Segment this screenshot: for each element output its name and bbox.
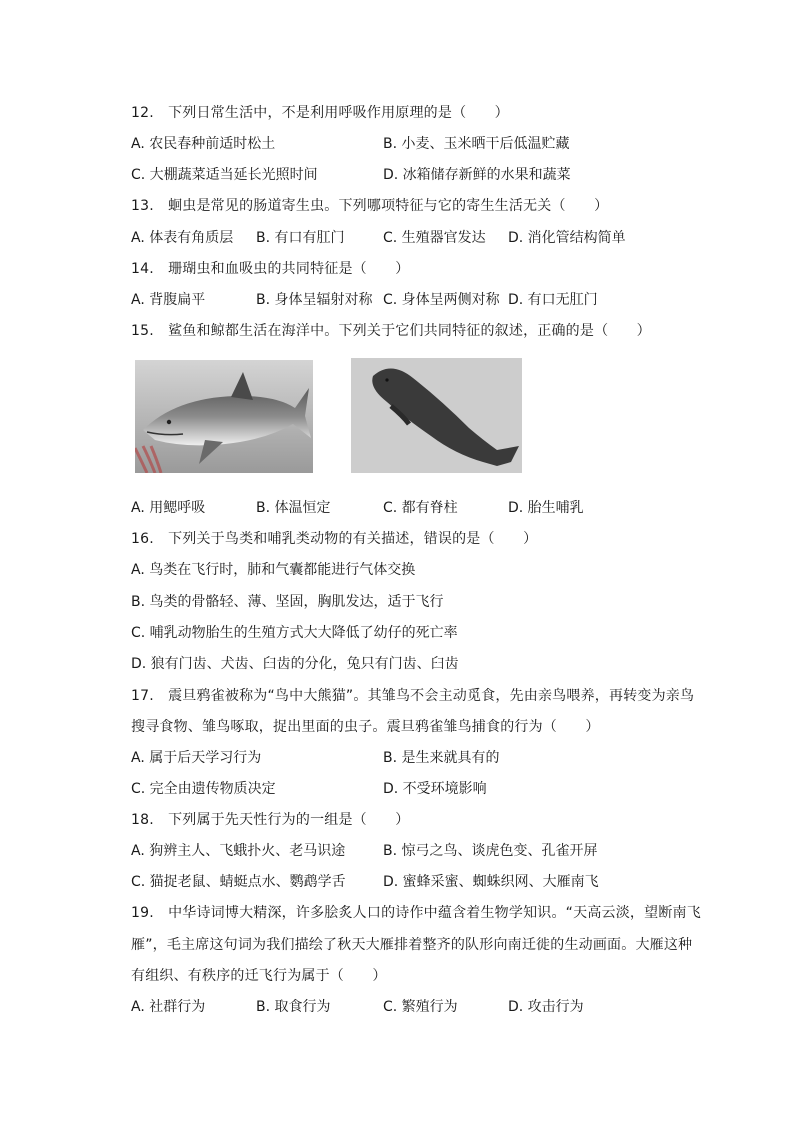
question-13-option-c: C. 生殖器官发达 [383, 230, 486, 246]
question-17-stem-line-2: 搜寻食物、雏鸟啄取，捉出里面的虫子。震旦鸦雀雏鸟捕食的行为（ ） [131, 719, 600, 735]
question-15-option-d: D. 胎生哺乳 [508, 500, 584, 516]
question-18-option-b: B. 惊弓之鸟、谈虎色变、孔雀开屏 [383, 843, 598, 859]
question-16-option-d: D. 狼有门齿、犬齿、臼齿的分化，兔只有门齿、臼齿 [131, 656, 459, 672]
question-13-option-a: A. 体表有角质层 [131, 230, 234, 246]
question-13-option-b: B. 有口有肛门 [256, 230, 345, 246]
whale-illustration [351, 358, 522, 473]
question-15-option-a: A. 用鳃呼吸 [131, 500, 206, 516]
question-16-option-c: C. 哺乳动物胎生的生殖方式大大降低了幼仔的死亡率 [131, 625, 458, 641]
question-18-option-a: A. 狗辨主人、飞蛾扑火、老马识途 [131, 843, 346, 859]
question-19-option-c: C. 繁殖行为 [383, 999, 458, 1015]
shark-image [135, 360, 313, 473]
question-15-option-c: C. 都有脊柱 [383, 500, 458, 516]
question-17-option-a: A. 属于后天学习行为 [131, 750, 262, 766]
question-19-option-b: B. 取食行为 [256, 999, 331, 1015]
whale-image [351, 358, 522, 473]
question-12-option-c: C. 大棚蔬菜适当延长光照时间 [131, 167, 318, 183]
question-12-option-a: A. 农民春种前适时松土 [131, 136, 276, 152]
question-18-stem: 18. 下列属于先天性行为的一组是（ ） [131, 812, 410, 828]
question-14-option-a: A. 背腹扁平 [131, 292, 206, 308]
question-16-option-a: A. 鸟类在飞行时，肺和气囊都能进行气体交换 [131, 562, 416, 578]
question-17-stem-line-1: 17. 震旦鸦雀被称为“鸟中大熊猫”。其雏鸟不会主动觅食，先由亲鸟喂养，再转变为亲鸟 [131, 688, 695, 704]
question-19-option-a: A. 社群行为 [131, 999, 206, 1015]
question-17-option-b: B. 是生来就具有的 [383, 750, 500, 766]
question-12-option-d: D. 冰箱储存新鲜的水果和蔬菜 [383, 167, 571, 183]
question-17-option-c: C. 完全由遗传物质决定 [131, 781, 276, 797]
question-13-option-d: D. 消化管结构简单 [508, 230, 626, 246]
question-12-option-b: B. 小麦、玉米晒干后低温贮藏 [383, 136, 570, 152]
question-14-stem: 14. 珊瑚虫和血吸虫的共同特征是（ ） [131, 261, 410, 277]
question-18-option-c: C. 猫捉老鼠、蜻蜓点水、鹦鹉学舌 [131, 874, 346, 890]
question-13-stem: 13. 蛔虫是常见的肠道寄生虫。下列哪项特征与它的寄生生活无关（ ） [131, 198, 609, 214]
question-12-stem: 12. 下列日常生活中，不是利用呼吸作用原理的是（ ） [131, 105, 509, 121]
question-19-stem-line-2: 雁”，毛主席这句词为我们描绘了秋天大雁排着整齐的队形向南迁徙的生动画面。大雁这种 [131, 937, 693, 953]
question-15-stem: 15. 鲨鱼和鲸都生活在海洋中。下列关于它们共同特征的叙述，正确的是（ ） [131, 323, 651, 339]
question-15-option-b: B. 体温恒定 [256, 500, 331, 516]
question-16-stem: 16. 下列关于鸟类和哺乳类动物的有关描述，错误的是（ ） [131, 531, 538, 547]
question-18-option-d: D. 蜜蜂采蜜、蜘蛛织网、大雁南飞 [383, 874, 599, 890]
question-14-option-b: B. 身体呈辐射对称 [256, 292, 373, 308]
question-19-stem-line-3: 有组织、有秩序的迁飞行为属于（ ） [131, 968, 387, 984]
question-14-option-d: D. 有口无肛门 [508, 292, 598, 308]
question-19-option-d: D. 攻击行为 [508, 999, 584, 1015]
question-17-option-d: D. 不受环境影响 [383, 781, 487, 797]
question-14-option-c: C. 身体呈两侧对称 [383, 292, 500, 308]
question-19-stem-line-1: 19. 中华诗词博大精深，许多脍炙人口的诗作中蕴含着生物学知识。“天高云淡，望断南飞 [131, 905, 701, 921]
shark-illustration [135, 360, 313, 473]
question-16-option-b: B. 鸟类的骨骼轻、薄、坚固，胸肌发达，适于飞行 [131, 594, 444, 610]
